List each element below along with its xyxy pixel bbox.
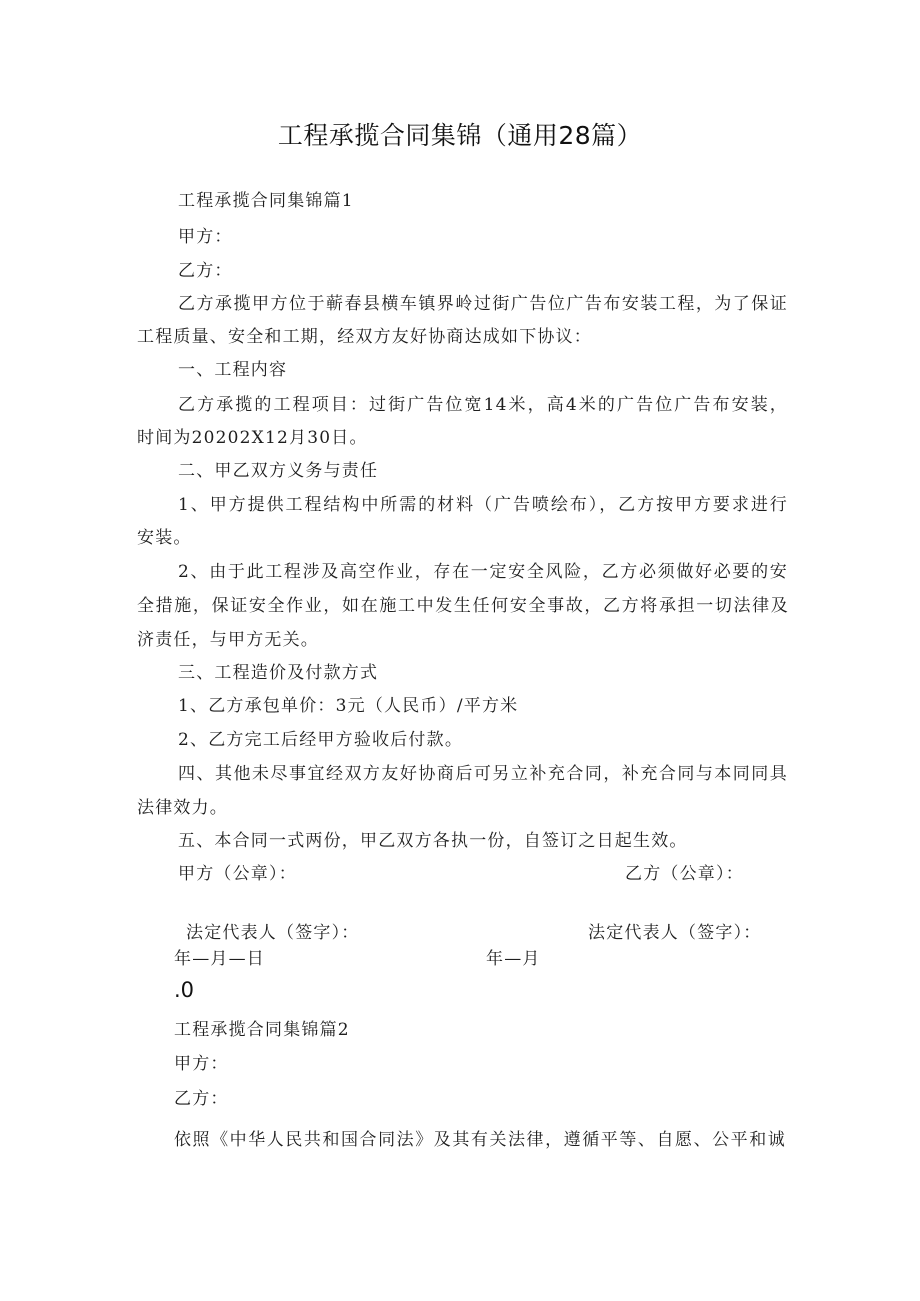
party-b-date: 年—月 [486,949,541,969]
paragraph-line: 依照《中华人民共和国合同法》及其有关法律，遵循平等、自愿、公平和诚 [174,1130,786,1150]
paragraph-line: 全措施，保证安全作业，如在施工中发生任何安全事故，乙方将承担一切法律及 [137,596,789,616]
paragraph-line: 乙方承揽甲方位于蕲春县横车镇界岭过街广告位广告布安装工程，为了保证 [178,294,788,314]
party-a-label: 甲方： [178,227,233,247]
paragraph-line: 四、其他未尽事宜经双方友好协商后可另立补充合同，补充合同与本同同具 [178,764,788,784]
clause-title: 二、甲乙双方义务与责任 [178,461,379,481]
paragraph-line: 2、乙方完工后经甲方验收后付款。 [178,730,464,750]
party-a-representative-label: 法定代表人（签字）： [186,923,360,943]
section-heading: 工程承揽合同集锦篇2 [174,1020,350,1040]
paragraph-line: 1、乙方承包单价：3元（人民币）/平方米 [178,696,519,716]
paragraph-line: 时间为20202X12月30日。 [137,428,368,448]
paragraph-line: 济责任，与甲方无关。 [137,630,319,650]
party-b-representative-label: 法定代表人（签字）： [588,923,762,943]
paragraph-line: 五、本合同一式两份，甲乙双方各执一份，自签订之日起生效。 [178,831,688,851]
clause-title: 三、工程造价及付款方式 [178,663,379,683]
clause-title: 一、工程内容 [178,360,288,380]
party-a-date: 年—月—日 [174,949,265,969]
paragraph-line: 安装。 [137,528,192,548]
document-title: 工程承揽合同集锦（通用28篇） [277,121,643,150]
paragraph-line: 2、由于此工程涉及高空作业，存在一定安全风险，乙方必须做好必要的安 [178,562,788,582]
party-b-seal-label: 乙方（公章）： [625,864,744,884]
section-heading: 工程承揽合同集锦篇1 [178,191,354,211]
stray-mark: .0 [174,978,195,1002]
paragraph-line: 乙方承揽的工程项目：过街广告位宽14米，高4米的广告位广告布安装， [178,395,788,415]
paragraph-line: 工程质量、安全和工期，经双方友好协商达成如下协议： [137,327,592,347]
party-b-label: 乙方： [178,261,233,281]
party-b-label: 乙方： [174,1089,229,1109]
party-a-label: 甲方： [174,1054,229,1074]
paragraph-line: 法律效力。 [137,798,228,818]
party-a-seal-label: 甲方（公章）： [178,864,297,884]
paragraph-line: 1、甲方提供工程结构中所需的材料（广告喷绘布），乙方按甲方要求进行 [178,495,788,515]
